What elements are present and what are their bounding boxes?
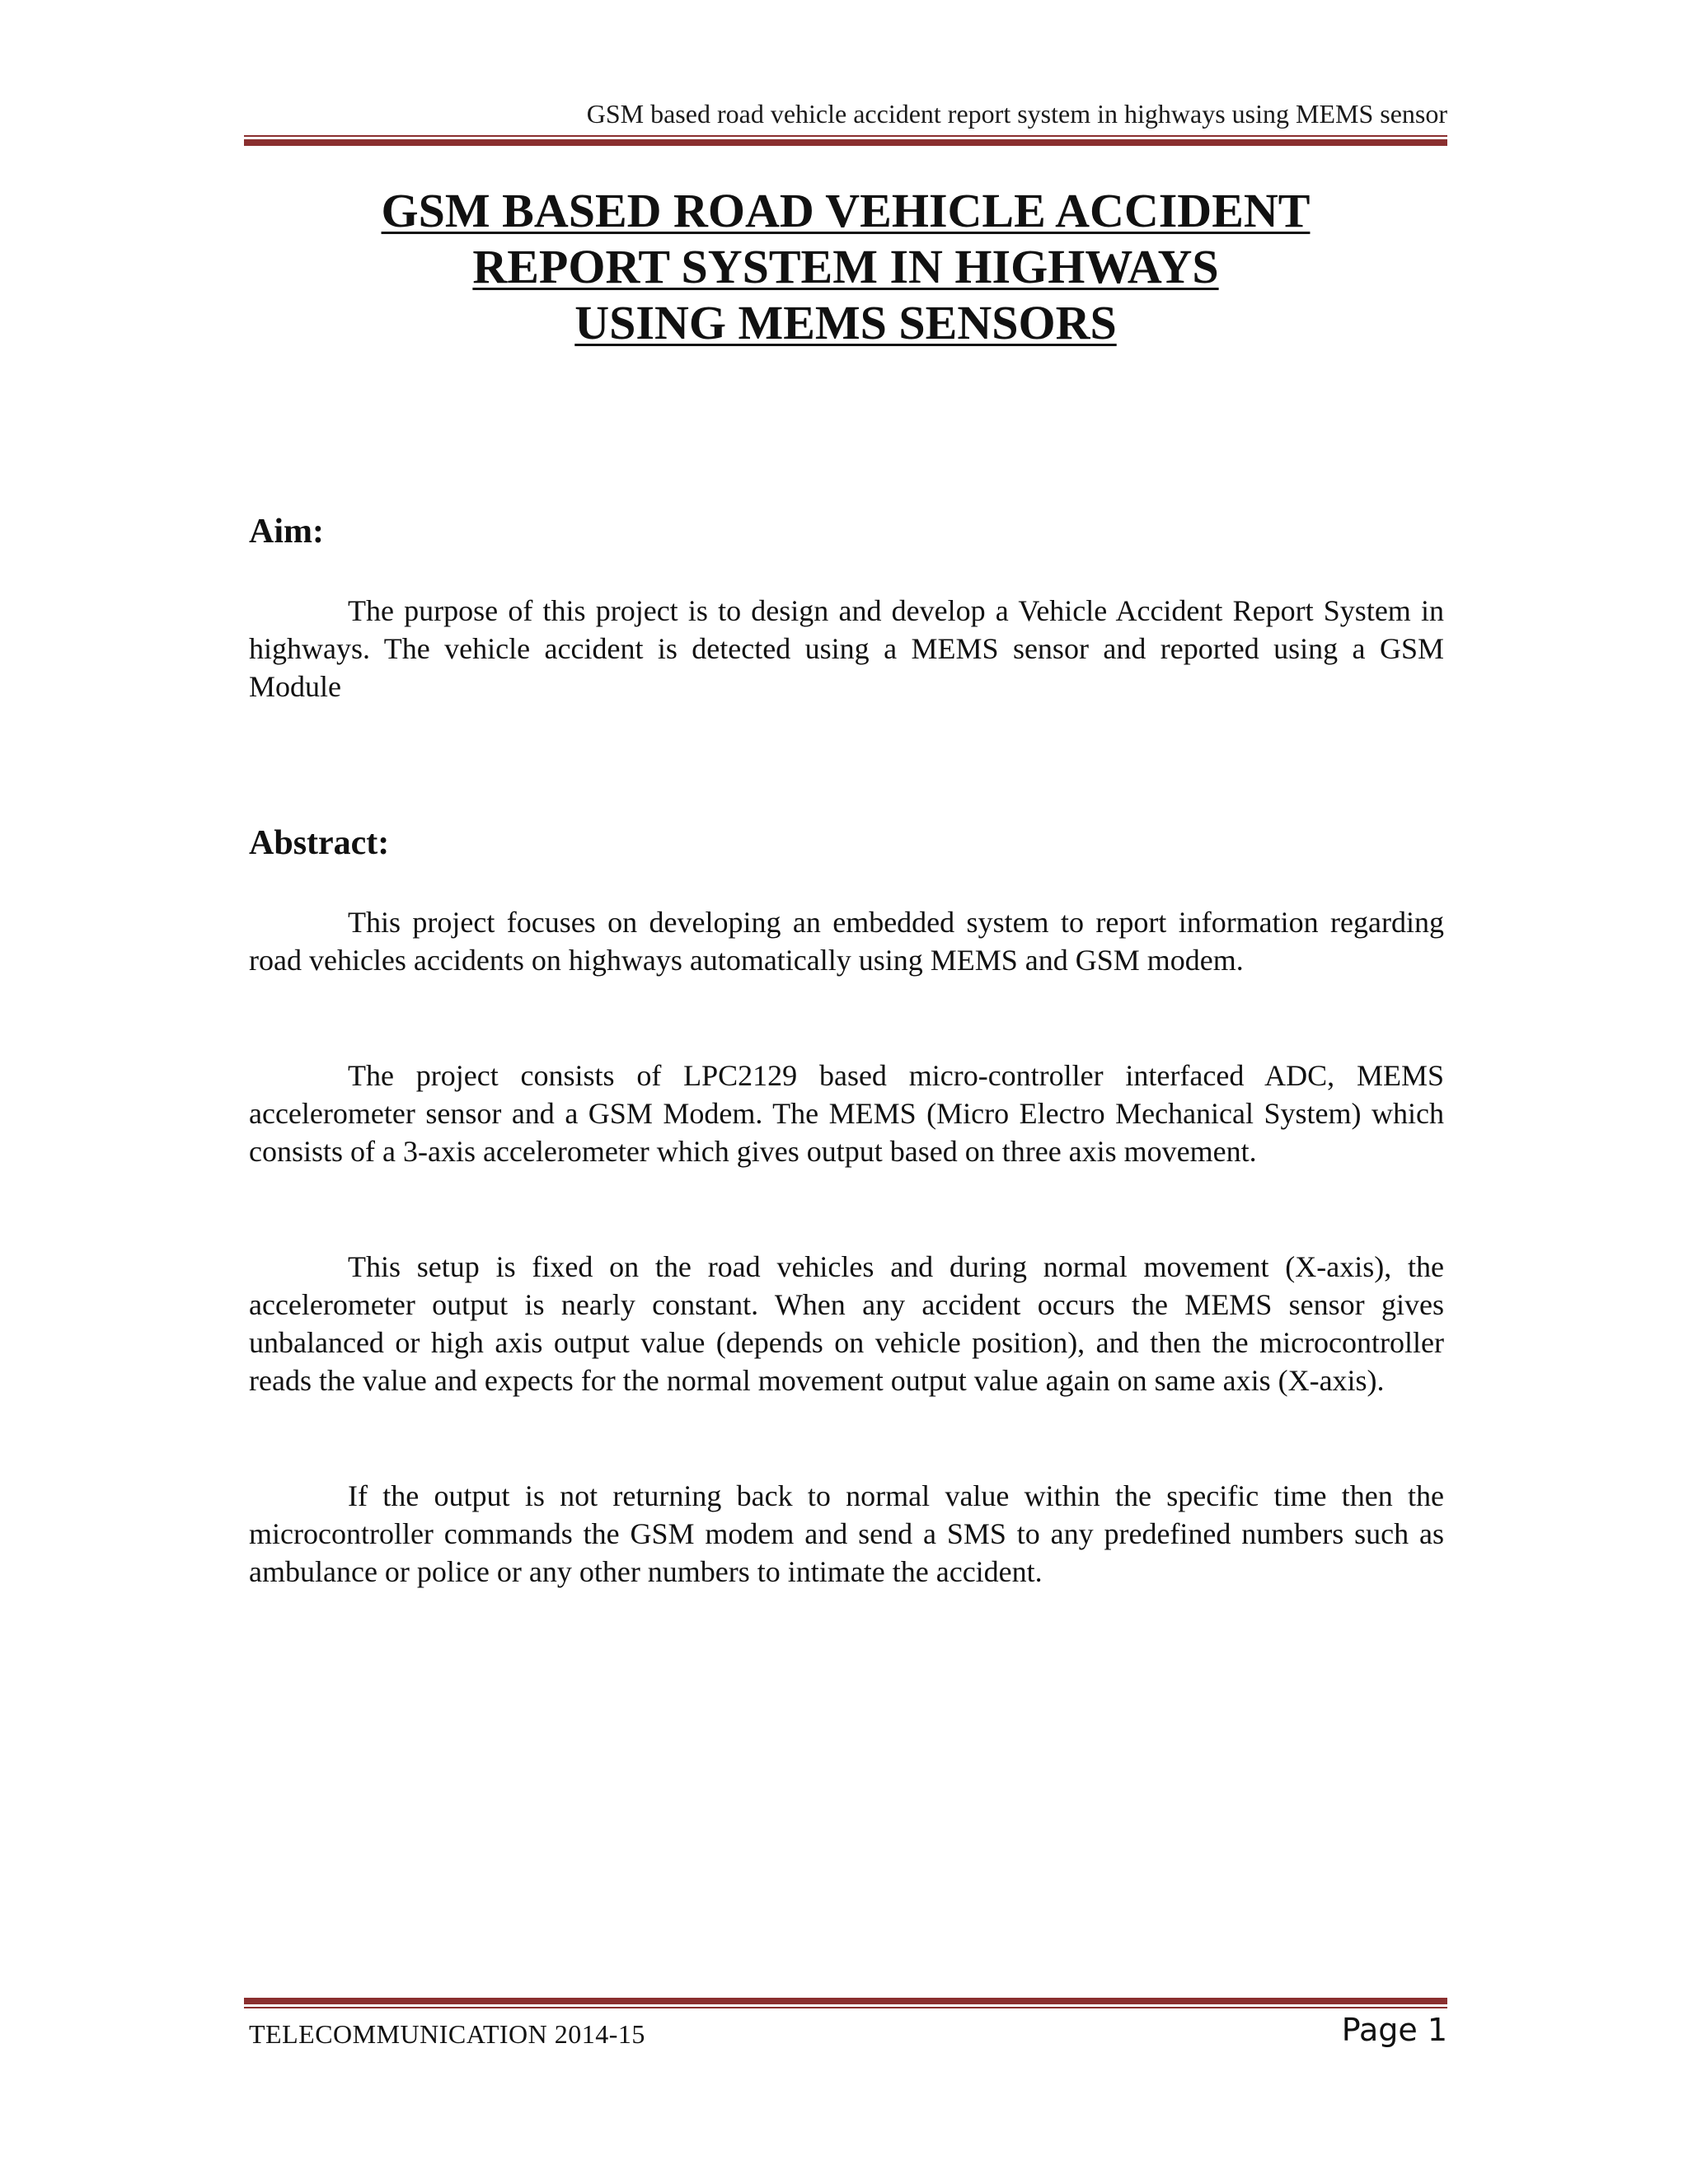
document-title-line-3: USING MEMS SENSORS <box>574 296 1117 349</box>
document-title-line-2: REPORT SYSTEM IN HIGHWAYS <box>472 240 1219 293</box>
footer-rule-thin-line <box>244 2007 1447 2008</box>
abstract-paragraph-2: The project consists of LPC2129 based micro-controller interfaced ADC, MEMS accelerometer sensor and a GSM Modem. The MEMS (Micro Electro Mechanical System) which consists of a 3-axis accelerometer which gives output based on three axis movement. <box>249 1059 1444 1168</box>
document-title <box>244 183 1447 351</box>
footer-rule-thick-line <box>244 1998 1447 2004</box>
footer-department: TELECOMMUNICATION 2014-15 <box>249 2019 645 2049</box>
abstract-paragraph-4: If the output is not returning back to normal value within the specific time then the microcontroller commands the GSM modem and send a SMS to any predefined numbers such as ambulance or police or any other numbers to intimate the accident. <box>249 1479 1444 1588</box>
header-rule <box>244 135 1447 146</box>
footer-rule <box>244 1998 1447 2008</box>
aim-paragraph: The purpose of this project is to design and develop a Vehicle Accident Report System in highways. The vehicle accident is detected using a MEMS sensor and reported using a GSM Module <box>249 594 1444 703</box>
abstract-heading: Abstract: <box>249 824 390 862</box>
document-title-line-1: GSM BASED ROAD VEHICLE ACCIDENT <box>381 184 1311 237</box>
header-rule-thick-line <box>244 139 1447 146</box>
page-number: Page 1 <box>1341 2012 1447 2048</box>
aim-heading: Aim: <box>249 513 324 551</box>
running-header: GSM based road vehicle accident report system in highways using MEMS sensor <box>586 99 1447 129</box>
abstract-paragraph-1: This project focuses on developing an embedded system to report information regarding road vehicles accidents on highways automatically using MEMS and GSM modem. <box>249 906 1444 977</box>
abstract-paragraph-3: This setup is fixed on the road vehicles and during normal movement (X-axis), the accelerometer output is nearly constant. When any accident occurs the MEMS sensor gives unbalanced or high axis output value (depends on vehicle position), and then the microcontroller reads the value and expects for the normal movement output value again on same axis (X-axis). <box>249 1250 1444 1397</box>
